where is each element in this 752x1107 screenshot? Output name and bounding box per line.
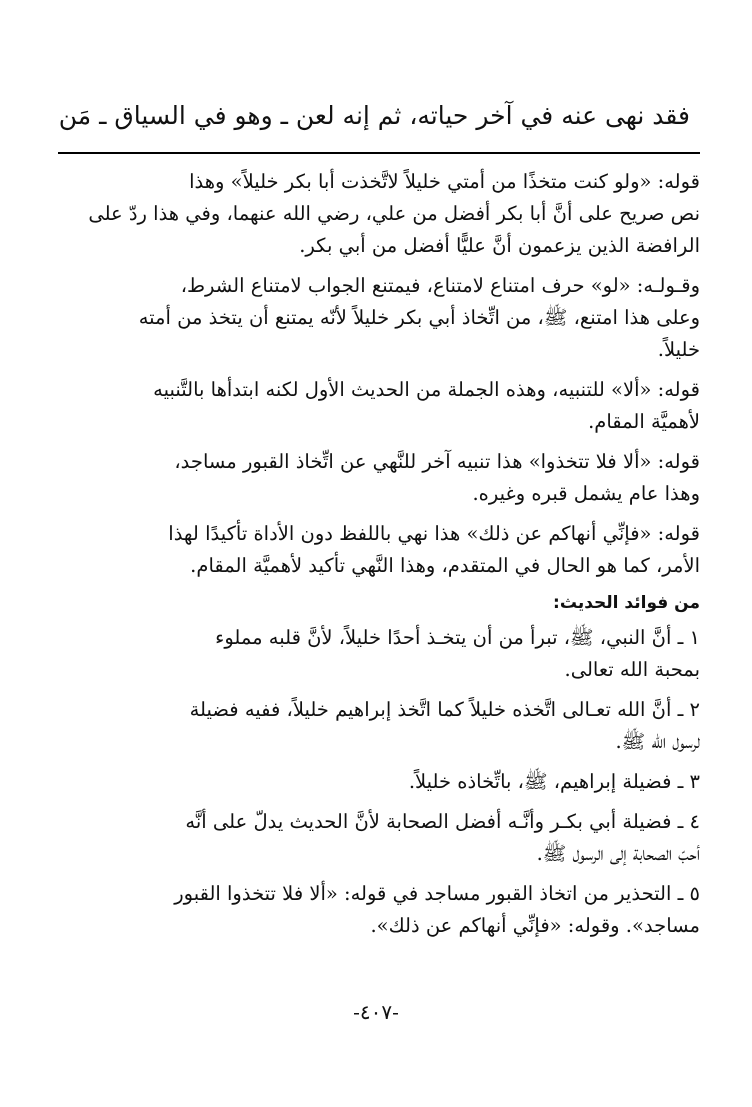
text-line: وعلى هذا امتنع، ﷺ، من اتِّخاذ أبي بكر خليلاً لأنّه يمتنع أن يتخذ من أمته — [138, 306, 700, 329]
text-line: ٥ ـ التحذير من اتخاذ القبور مساجد في قوله: «ألا فلا تتخذوا القبور — [174, 882, 700, 905]
header-rule — [58, 152, 700, 154]
text-line: بمحبة الله تعالى. — [564, 658, 700, 681]
benefit-item — [58, 806, 700, 870]
paragraph — [58, 446, 700, 510]
text-line: وقـولـه: «لو» حرف امتناع لامتناع، فيمتنع الجواب لامتناع الشرط، — [180, 274, 700, 297]
benefit-item — [58, 766, 700, 798]
text-line: قوله: «فإنِّي أنهاكم عن ذلك» هذا نهي باللفظ دون الأداة تأكيدًا لهذا — [168, 522, 700, 545]
text-line: نص صريح على أنَّ أبا بكر أفضل من علي، رضي الله عنهما، وفي هذا ردّ على — [88, 202, 700, 225]
paragraph — [58, 518, 700, 582]
commentary-body — [58, 166, 700, 950]
text-line: لأهميَّة المقام. — [588, 410, 700, 433]
text-line: خليلاً. — [657, 338, 700, 361]
page-number: -٤٠٧- — [353, 1000, 399, 1024]
benefit-item — [58, 878, 700, 942]
text-line: قوله: «ألا» للتنبيه، وهذه الجملة من الحديث الأول لكنه ابتدأها بالتَّنبيه — [153, 378, 700, 401]
text-line: الرافضة الذين يزعمون أنَّ عليًّا أفضل من أبي بكر. — [299, 234, 700, 257]
text-line: ٣ ـ فضيلة إبراهيم، ﷺ، باتِّخاذه خليلاً. — [408, 770, 700, 793]
text-line: قوله: «ألا فلا تتخذوا» هذا تنبيه آخر للنَّهي عن اتِّخاذ القبور مساجد، — [174, 450, 700, 473]
benefit-item — [58, 622, 700, 686]
text-line: ٢ ـ أنَّ الله تعـالى اتَّخذه خليلاً كما اتَّخذ إبراهيم خليلاً، ففيه فضيلة — [189, 698, 700, 721]
text-line: قوله: «ولو كنت متخذًا من أمتي خليلاً لاتَّخذت أبا بكر خليلاً» وهذا — [189, 170, 700, 193]
text-line: لرسول الله ﷺ. — [615, 730, 700, 753]
text-line: مساجد». وقوله: «فإنِّي أنهاكم عن ذلك». — [370, 914, 700, 937]
running-header: فقد نهى عنه في آخر حياته، ثم إنه لعن ـ وهو في السياق ـ مَن — [58, 101, 690, 130]
paragraph — [58, 270, 700, 366]
text-line: أحبّ الصحابة إلى الرسول ﷺ. — [536, 842, 700, 865]
text-line: ٤ ـ فضيلة أبي بكـر وأنَّـه أفضل الصحابة لأنَّ الحديث يدلّ على أنَّه — [185, 810, 700, 833]
text-line: وهذا عام يشمل قبره وغيره. — [472, 482, 700, 505]
paragraph — [58, 374, 700, 438]
paragraph — [58, 166, 700, 262]
text-line: ١ ـ أنَّ النبي، ﷺ، تبرأ من أن يتخـذ أحدًا خليلاً، لأنَّ قلبه مملوء — [215, 626, 700, 649]
benefits-heading: من فوائد الحديث: — [553, 593, 700, 613]
benefit-item — [58, 694, 700, 758]
text-line: الأمر، كما هو الحال في المتقدم، وهذا النَّهي تأكيد لأهميَّة المقام. — [190, 554, 700, 577]
